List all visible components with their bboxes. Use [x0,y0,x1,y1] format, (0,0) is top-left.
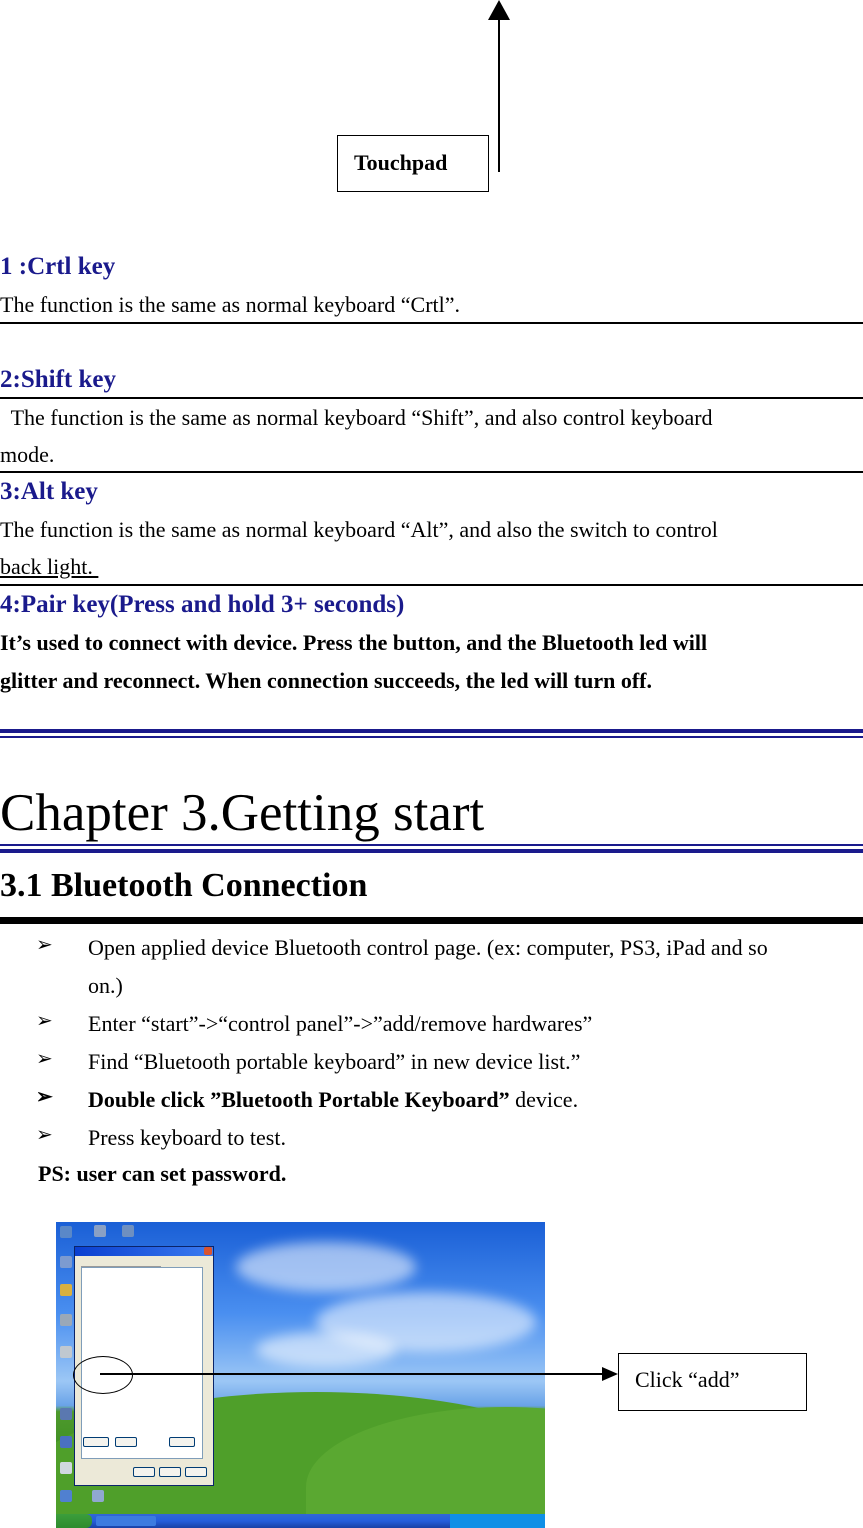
key1-title: 1 :Crtl key [0,253,116,280]
click-add-arrow [100,1360,625,1390]
divider [0,917,863,924]
divider [0,584,863,586]
section-title: 3.1 Bluetooth Connection [0,867,368,904]
click-add-callout [618,1353,807,1411]
bullet-icon: ➢ [36,1086,53,1108]
password-note: PS: user can set password. [38,1161,287,1186]
key4-title: 4:Pair key(Press and hold 3+ seconds) [0,591,405,618]
chapter-title: Chapter 3.Getting start [0,784,485,842]
step-2: Enter “start”->“control panel”->”add/remove hardwares” [88,1011,593,1036]
step-5: Press keyboard to test. [88,1125,286,1150]
key4-desc-line2: glitter and reconnect. When connection succeeds, the led will turn off. [0,668,653,693]
key4-desc-line1: It’s used to connect with device. Press the button, and the Bluetooth led will [0,630,708,655]
step-1-line2: on.) [88,973,123,998]
close-icon [204,1247,212,1255]
key1-desc: The function is the same as normal keyboard “Crtl”. [0,292,461,317]
taskbar [56,1514,545,1528]
key3-desc-line2: back light. [0,554,99,579]
step-3: Find “Bluetooth portable keyboard” in new device list.” [88,1049,581,1074]
step-4 [88,1081,578,1119]
bullet-icon: ➢ [36,1048,53,1070]
touchpad-label: Touchpad [354,150,448,175]
key3-desc-line1: The function is the same as normal keyboard “Alt”, and also the switch to control [0,517,718,542]
step-4-bold: Double click ”Bluetooth Portable Keyboard” [88,1087,510,1112]
touchpad-callout [337,135,489,192]
bullet-icon: ➢ [36,1010,53,1032]
divider [0,729,863,733]
divider [0,849,863,853]
step-1-line1: Open applied device Bluetooth control page. (ex: computer, PS3, iPad and so [88,935,768,960]
divider [0,736,863,738]
start-button [56,1514,92,1528]
key2-desc-line2: mode. [0,442,55,467]
divider [0,471,863,473]
click-add-label: Click “add” [635,1367,740,1392]
key2-desc-line1: The function is the same as normal keyboard “Shift”, and also control keyboard [0,405,713,430]
bullet-icon: ➢ [36,1124,53,1146]
key3-title: 3:Alt key [0,478,98,505]
add-button [83,1437,109,1447]
divider [0,844,863,846]
divider [0,322,863,324]
bullet-icon: ➢ [36,934,53,956]
key2-title: 2:Shift key [0,366,116,393]
step-4-rest: device. [509,1087,579,1112]
